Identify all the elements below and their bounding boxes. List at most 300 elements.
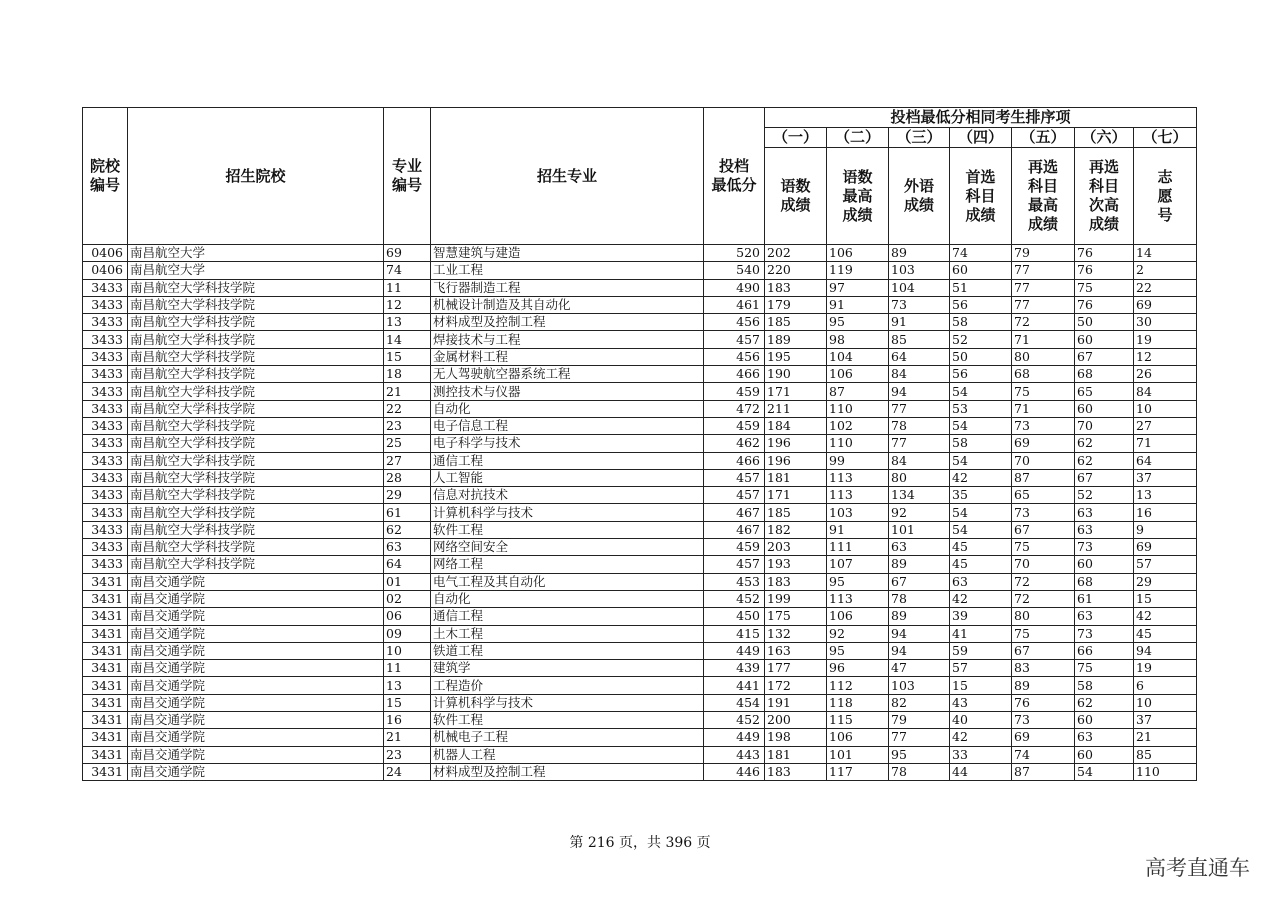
cell-min-score: 441 [704,677,765,694]
cell-elective-max: 69 [1012,435,1075,452]
table-row [83,366,1197,383]
cell-min-score: 452 [704,712,765,729]
table-row [83,245,1197,262]
cell-chinese-math: 195 [765,348,827,365]
cell-chinese-math: 191 [765,694,827,711]
cell-first-subject: 59 [950,642,1012,659]
cell-chinese-math: 179 [765,296,827,313]
cell-chinese-math-max: 117 [827,763,889,780]
cell-school-name: 南昌交通学院 [128,590,384,607]
cell-chinese-math-max: 91 [827,521,889,538]
cell-school-code: 3431 [83,625,128,642]
cell-foreign-language: 78 [889,417,950,434]
table-row [83,729,1197,746]
cell-elective-second: 62 [1075,694,1134,711]
cell-foreign-language: 67 [889,573,950,590]
cell-chinese-math-max: 96 [827,660,889,677]
cell-min-score: 457 [704,469,765,486]
cell-preference-no: 84 [1134,383,1197,400]
cell-major-name: 机械设计制造及其自动化 [431,296,704,313]
cell-major-code: 21 [384,383,431,400]
cell-major-name: 电子信息工程 [431,417,704,434]
cell-school-code: 3431 [83,746,128,763]
header-order-4: （四） [950,128,1012,148]
cell-first-subject: 39 [950,608,1012,625]
cell-elective-max: 69 [1012,729,1075,746]
cell-foreign-language: 91 [889,314,950,331]
cell-elective-max: 89 [1012,677,1075,694]
cell-chinese-math-max: 107 [827,556,889,573]
cell-chinese-math-max: 115 [827,712,889,729]
cell-school-name: 南昌交通学院 [128,608,384,625]
cell-first-subject: 41 [950,625,1012,642]
cell-school-name: 南昌交通学院 [128,642,384,659]
header-order-7: （七） [1134,128,1197,148]
cell-chinese-math: 198 [765,729,827,746]
cell-preference-no: 9 [1134,521,1197,538]
cell-school-code: 3433 [83,296,128,313]
cell-major-name: 通信工程 [431,452,704,469]
cell-min-score: 457 [704,487,765,504]
cell-school-name: 南昌交通学院 [128,660,384,677]
cell-elective-max: 77 [1012,279,1075,296]
cell-elective-max: 68 [1012,366,1075,383]
cell-foreign-language: 84 [889,366,950,383]
table-row [83,521,1197,538]
table-row [83,314,1197,331]
cell-chinese-math-max: 106 [827,366,889,383]
header-item-4: 首选 科目 成绩 [950,148,1012,245]
cell-preference-no: 21 [1134,729,1197,746]
cell-elective-max: 87 [1012,469,1075,486]
cell-min-score: 490 [704,279,765,296]
cell-major-name: 自动化 [431,400,704,417]
cell-elective-max: 75 [1012,625,1075,642]
cell-chinese-math-max: 110 [827,400,889,417]
cell-school-code: 3433 [83,504,128,521]
cell-major-code: 61 [384,504,431,521]
cell-min-score: 459 [704,383,765,400]
cell-elective-second: 63 [1075,504,1134,521]
cell-major-code: 69 [384,245,431,262]
cell-major-code: 02 [384,590,431,607]
cell-chinese-math: 181 [765,746,827,763]
cell-foreign-language: 104 [889,279,950,296]
cell-school-name: 南昌航空大学科技学院 [128,539,384,556]
header-order-6: （六） [1075,128,1134,148]
cell-school-code: 3433 [83,400,128,417]
cell-preference-no: 27 [1134,417,1197,434]
cell-chinese-math: 185 [765,504,827,521]
header-item-2: 语数 最高 成绩 [827,148,889,245]
cell-elective-second: 67 [1075,348,1134,365]
cell-first-subject: 54 [950,452,1012,469]
cell-major-name: 计算机科学与技术 [431,504,704,521]
cell-chinese-math-max: 112 [827,677,889,694]
cell-major-code: 11 [384,660,431,677]
cell-foreign-language: 82 [889,694,950,711]
table-row [83,642,1197,659]
cell-preference-no: 13 [1134,487,1197,504]
table-row [83,608,1197,625]
cell-major-name: 智慧建筑与建造 [431,245,704,262]
cell-school-code: 3433 [83,521,128,538]
cell-chinese-math: 189 [765,331,827,348]
table-body [83,245,1197,781]
cell-min-score: 446 [704,763,765,780]
cell-school-code: 3433 [83,556,128,573]
cell-major-name: 电气工程及其自动化 [431,573,704,590]
cell-first-subject: 56 [950,366,1012,383]
cell-major-name: 金属材料工程 [431,348,704,365]
cell-chinese-math: 199 [765,590,827,607]
cell-elective-second: 67 [1075,469,1134,486]
cell-school-code: 3433 [83,417,128,434]
cell-school-code: 3433 [83,452,128,469]
cell-elective-second: 68 [1075,573,1134,590]
cell-elective-second: 73 [1075,539,1134,556]
cell-elective-max: 65 [1012,487,1075,504]
cell-foreign-language: 94 [889,625,950,642]
cell-chinese-math-max: 95 [827,642,889,659]
cell-major-code: 14 [384,331,431,348]
cell-elective-max: 73 [1012,712,1075,729]
cell-first-subject: 40 [950,712,1012,729]
cell-first-subject: 42 [950,469,1012,486]
cell-major-code: 74 [384,262,431,279]
cell-school-code: 3433 [83,366,128,383]
cell-min-score: 459 [704,539,765,556]
cell-min-score: 540 [704,262,765,279]
cell-min-score: 456 [704,348,765,365]
cell-major-name: 建筑学 [431,660,704,677]
cell-elective-second: 63 [1075,521,1134,538]
header-item-3: 外语 成绩 [889,148,950,245]
cell-school-code: 3433 [83,348,128,365]
cell-min-score: 467 [704,504,765,521]
cell-school-code: 3431 [83,642,128,659]
cell-school-name: 南昌航空大学科技学院 [128,279,384,296]
cell-chinese-math: 185 [765,314,827,331]
cell-first-subject: 54 [950,383,1012,400]
cell-chinese-math-max: 113 [827,487,889,504]
cell-elective-max: 73 [1012,504,1075,521]
cell-elective-max: 72 [1012,590,1075,607]
cell-first-subject: 63 [950,573,1012,590]
cell-chinese-math-max: 106 [827,729,889,746]
cell-school-name: 南昌交通学院 [128,763,384,780]
cell-major-code: 25 [384,435,431,452]
cell-elective-second: 66 [1075,642,1134,659]
cell-min-score: 450 [704,608,765,625]
cell-preference-no: 42 [1134,608,1197,625]
cell-chinese-math-max: 87 [827,383,889,400]
cell-major-code: 11 [384,279,431,296]
cell-preference-no: 19 [1134,331,1197,348]
cell-first-subject: 43 [950,694,1012,711]
cell-min-score: 453 [704,573,765,590]
table-row [83,262,1197,279]
cell-elective-second: 76 [1075,262,1134,279]
cell-foreign-language: 78 [889,763,950,780]
cell-major-name: 铁道工程 [431,642,704,659]
cell-first-subject: 33 [950,746,1012,763]
cell-major-name: 材料成型及控制工程 [431,763,704,780]
cell-school-name: 南昌航空大学科技学院 [128,521,384,538]
cell-chinese-math-max: 103 [827,504,889,521]
cell-chinese-math: 183 [765,573,827,590]
cell-school-code: 3431 [83,763,128,780]
table-row [83,348,1197,365]
cell-chinese-math-max: 92 [827,625,889,642]
cell-school-code: 3433 [83,487,128,504]
cell-chinese-math-max: 101 [827,746,889,763]
header-order-2: （二） [827,128,889,148]
cell-preference-no: 69 [1134,539,1197,556]
cell-chinese-math-max: 113 [827,469,889,486]
cell-school-code: 3433 [83,383,128,400]
cell-foreign-language: 84 [889,452,950,469]
table-row [83,469,1197,486]
cell-school-code: 3433 [83,331,128,348]
cell-elective-max: 67 [1012,642,1075,659]
cell-preference-no: 29 [1134,573,1197,590]
table-row [83,296,1197,313]
cell-elective-max: 79 [1012,245,1075,262]
table-row [83,417,1197,434]
cell-elective-second: 52 [1075,487,1134,504]
cell-foreign-language: 78 [889,590,950,607]
cell-school-name: 南昌航空大学科技学院 [128,504,384,521]
table-row [83,383,1197,400]
cell-elective-max: 70 [1012,452,1075,469]
cell-school-name: 南昌航空大学科技学院 [128,366,384,383]
table-row [83,504,1197,521]
cell-major-name: 软件工程 [431,521,704,538]
cell-elective-second: 70 [1075,417,1134,434]
cell-chinese-math: 203 [765,539,827,556]
cell-elective-max: 87 [1012,763,1075,780]
cell-chinese-math: 171 [765,383,827,400]
cell-major-name: 工业工程 [431,262,704,279]
cell-min-score: 439 [704,660,765,677]
header-order-1: （一） [765,128,827,148]
cell-major-code: 10 [384,642,431,659]
cell-major-code: 13 [384,677,431,694]
table-row [83,573,1197,590]
cell-chinese-math: 182 [765,521,827,538]
cell-foreign-language: 134 [889,487,950,504]
cell-chinese-math-max: 95 [827,314,889,331]
cell-preference-no: 26 [1134,366,1197,383]
cell-foreign-language: 89 [889,245,950,262]
cell-school-code: 3431 [83,694,128,711]
cell-foreign-language: 77 [889,400,950,417]
cell-chinese-math-max: 98 [827,331,889,348]
cell-elective-second: 54 [1075,763,1134,780]
cell-school-code: 3431 [83,677,128,694]
table-row [83,763,1197,780]
cell-major-code: 27 [384,452,431,469]
cell-foreign-language: 63 [889,539,950,556]
cell-chinese-math-max: 106 [827,245,889,262]
cell-foreign-language: 77 [889,435,950,452]
cell-first-subject: 54 [950,521,1012,538]
cell-min-score: 457 [704,331,765,348]
cell-major-name: 网络空间安全 [431,539,704,556]
header-major-code: 专业 编号 [384,108,431,245]
cell-chinese-math-max: 111 [827,539,889,556]
cell-foreign-language: 101 [889,521,950,538]
cell-school-code: 3433 [83,279,128,296]
page-number: 第 216 页，共 396 页 [569,835,711,851]
cell-min-score: 466 [704,366,765,383]
cell-elective-max: 72 [1012,573,1075,590]
cell-foreign-language: 92 [889,504,950,521]
cell-first-subject: 45 [950,539,1012,556]
cell-chinese-math: 181 [765,469,827,486]
cell-school-name: 南昌航空大学 [128,262,384,279]
cell-min-score: 467 [704,521,765,538]
cell-elective-second: 76 [1075,296,1134,313]
cell-school-name: 南昌航空大学科技学院 [128,400,384,417]
cell-major-name: 土木工程 [431,625,704,642]
cell-first-subject: 52 [950,331,1012,348]
cell-foreign-language: 95 [889,746,950,763]
cell-school-name: 南昌交通学院 [128,712,384,729]
cell-preference-no: 6 [1134,677,1197,694]
cell-school-name: 南昌航空大学科技学院 [128,556,384,573]
cell-major-code: 29 [384,487,431,504]
cell-min-score: 461 [704,296,765,313]
cell-school-name: 南昌航空大学科技学院 [128,383,384,400]
cell-elective-max: 80 [1012,348,1075,365]
cell-elective-max: 76 [1012,694,1075,711]
cell-foreign-language: 47 [889,660,950,677]
cell-first-subject: 50 [950,348,1012,365]
cell-preference-no: 22 [1134,279,1197,296]
cell-foreign-language: 85 [889,331,950,348]
cell-major-code: 13 [384,314,431,331]
cell-school-code: 0406 [83,262,128,279]
cell-foreign-language: 89 [889,556,950,573]
cell-major-code: 63 [384,539,431,556]
watermark-text: 高考直通车 [1145,856,1250,880]
cell-elective-max: 73 [1012,417,1075,434]
cell-major-code: 23 [384,417,431,434]
cell-elective-second: 60 [1075,331,1134,348]
cell-major-name: 软件工程 [431,712,704,729]
cell-first-subject: 58 [950,314,1012,331]
cell-preference-no: 85 [1134,746,1197,763]
cell-major-code: 09 [384,625,431,642]
table-row [83,660,1197,677]
cell-elective-max: 75 [1012,539,1075,556]
table-row [83,677,1197,694]
cell-chinese-math: 132 [765,625,827,642]
cell-major-code: 16 [384,712,431,729]
table-header [83,108,1197,245]
cell-school-code: 3431 [83,573,128,590]
cell-major-code: 28 [384,469,431,486]
cell-elective-second: 75 [1075,279,1134,296]
cell-preference-no: 69 [1134,296,1197,313]
cell-first-subject: 53 [950,400,1012,417]
cell-first-subject: 58 [950,435,1012,452]
cell-chinese-math: 202 [765,245,827,262]
cell-school-name: 南昌航空大学科技学院 [128,487,384,504]
cell-major-name: 人工智能 [431,469,704,486]
header-order-3: （三） [889,128,950,148]
cell-first-subject: 74 [950,245,1012,262]
cell-school-code: 3431 [83,660,128,677]
table-row [83,400,1197,417]
cell-first-subject: 44 [950,763,1012,780]
header-item-5: 再选 科目 最高 成绩 [1012,148,1075,245]
cell-school-code: 3431 [83,590,128,607]
cell-min-score: 443 [704,746,765,763]
cell-chinese-math: 183 [765,763,827,780]
cell-school-name: 南昌航空大学科技学院 [128,435,384,452]
cell-min-score: 462 [704,435,765,452]
cell-major-code: 23 [384,746,431,763]
cell-preference-no: 10 [1134,400,1197,417]
cell-preference-no: 37 [1134,712,1197,729]
cell-min-score: 452 [704,590,765,607]
cell-preference-no: 10 [1134,694,1197,711]
cell-first-subject: 54 [950,417,1012,434]
cell-major-name: 通信工程 [431,608,704,625]
cell-elective-second: 76 [1075,245,1134,262]
cell-chinese-math-max: 104 [827,348,889,365]
cell-chinese-math: 220 [765,262,827,279]
cell-major-name: 焊接技术与工程 [431,331,704,348]
table-row [83,435,1197,452]
cell-major-name: 网络工程 [431,556,704,573]
header-tiebreak-group: 投档最低分相同考生排序项 [765,108,1197,128]
cell-school-name: 南昌航空大学科技学院 [128,314,384,331]
cell-school-code: 3433 [83,435,128,452]
cell-chinese-math: 183 [765,279,827,296]
table-row [83,746,1197,763]
cell-elective-second: 62 [1075,452,1134,469]
cell-first-subject: 45 [950,556,1012,573]
cell-school-name: 南昌交通学院 [128,677,384,694]
cell-elective-max: 72 [1012,314,1075,331]
table-row [83,331,1197,348]
cell-foreign-language: 94 [889,642,950,659]
cell-elective-second: 60 [1075,400,1134,417]
cell-elective-max: 71 [1012,400,1075,417]
cell-major-code: 15 [384,694,431,711]
cell-school-name: 南昌航空大学 [128,245,384,262]
cell-chinese-math-max: 119 [827,262,889,279]
cell-major-name: 测控技术与仪器 [431,383,704,400]
cell-foreign-language: 77 [889,729,950,746]
cell-foreign-language: 89 [889,608,950,625]
cell-elective-second: 63 [1075,608,1134,625]
cell-chinese-math: 175 [765,608,827,625]
cell-school-name: 南昌交通学院 [128,729,384,746]
header-major-name: 招生专业 [431,108,704,245]
cell-preference-no: 14 [1134,245,1197,262]
cell-major-code: 24 [384,763,431,780]
header-school-code: 院校 编号 [83,108,128,245]
cell-elective-max: 83 [1012,660,1075,677]
cell-preference-no: 37 [1134,469,1197,486]
cell-school-name: 南昌交通学院 [128,625,384,642]
cell-chinese-math: 190 [765,366,827,383]
